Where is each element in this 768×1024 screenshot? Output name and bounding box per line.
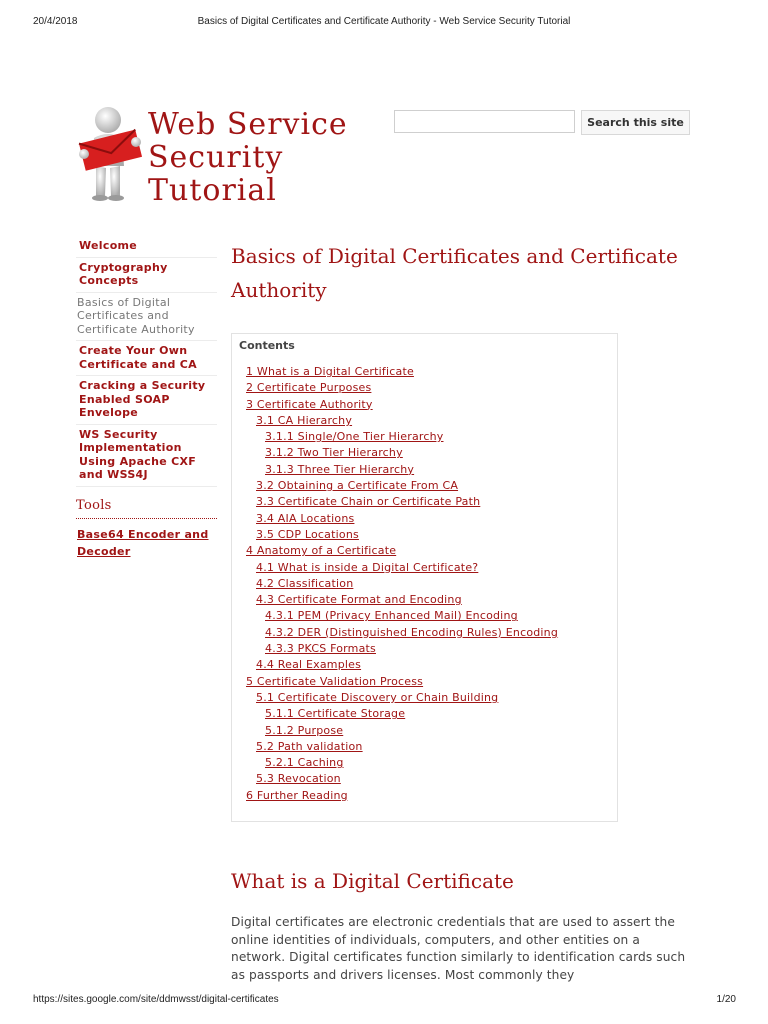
toc-link[interactable] — [232, 755, 617, 771]
toc-link-label: 4.2 Classification — [256, 576, 354, 590]
toc-link[interactable] — [232, 445, 617, 461]
toc-link[interactable] — [232, 494, 617, 510]
page-title: Basics of Digital Certificates and Certificate Authority — [231, 244, 678, 302]
toc-link-label: 5.1.2 Purpose — [265, 723, 344, 737]
tools-heading: Tools — [76, 498, 217, 519]
toc-link-label: 3.4 AIA Locations — [256, 511, 355, 525]
search-button[interactable]: Search this site — [581, 110, 690, 135]
toc-link[interactable] — [232, 413, 617, 429]
toc-link-label: 3.1 CA Hierarchy — [256, 413, 353, 427]
toc-link[interactable] — [232, 592, 617, 608]
toc-link[interactable] — [232, 771, 617, 787]
sidebar-item-cracking-soap-envelope[interactable]: Cracking a Security Enabled SOAP Envelope — [76, 376, 217, 425]
toc-link-label: 4.4 Real Examples — [256, 658, 362, 672]
toc-link-label: 3.5 CDP Locations — [256, 527, 359, 541]
toc-title: Contents — [239, 339, 295, 352]
site-title-line: Tutorial — [148, 173, 277, 208]
toc-link[interactable] — [232, 560, 617, 576]
sidebar-item-ws-security-implementation[interactable]: WS Security Implementation Using Apache CXF and WSS4J — [76, 425, 217, 487]
toc-link[interactable] — [232, 527, 617, 543]
toc-link[interactable] — [232, 674, 617, 690]
toc-link-label: 3 Certificate Authority — [246, 397, 373, 411]
toc-link-label: 5.2 Path validation — [256, 739, 363, 753]
toc-link-label: 5.1.1 Certificate Storage — [265, 707, 406, 721]
toc-link[interactable] — [232, 657, 617, 673]
toc-link-label: 4.3.3 PKCS Formats — [265, 642, 376, 656]
toc-link[interactable] — [232, 397, 617, 413]
site-title[interactable] — [148, 108, 388, 207]
toc-link[interactable] — [232, 723, 617, 739]
section-heading: What is a Digital Certificate — [231, 869, 514, 893]
sidebar-item-basics-of-digital-certificates[interactable]: Basics of Digital Certificates and Certificate Authority — [76, 293, 217, 342]
toc-link-label: 4.3.1 PEM (Privacy Enhanced Mail) Encoding — [265, 609, 518, 623]
toc-link[interactable] — [232, 706, 617, 722]
body-paragraph: Digital certificates are electronic credentials that are used to assert the online identities of individuals, computers, and other entities on a network. Digital certificates function similarly to identification cards such as passports and drivers licenses. Most commonly they — [231, 915, 686, 982]
person-holding-envelope-icon[interactable] — [78, 104, 144, 204]
toc-link[interactable] — [232, 511, 617, 527]
print-page-number: 1/20 — [716, 994, 736, 1005]
sidebar-nav — [76, 236, 217, 487]
toc-link-label: 5 Certificate Validation Process — [246, 674, 424, 688]
toc-link[interactable] — [232, 429, 617, 445]
toc-link[interactable] — [232, 788, 617, 804]
toc-link[interactable] — [232, 543, 617, 559]
table-of-contents — [231, 333, 618, 822]
toc-link-label: 3.1.3 Three Tier Hierarchy — [265, 462, 415, 476]
toc-link-label: 4.3.2 DER (Distinguished Encoding Rules) Encoding — [265, 625, 559, 639]
base64-encoder-link[interactable]: Base64 Encoder and Decoder — [77, 528, 209, 558]
sidebar-item-create-your-own-certificate[interactable]: Create Your Own Certificate and CA — [76, 341, 217, 376]
toc-link-label: 3.1.1 Single/One Tier Hierarchy — [265, 430, 444, 444]
sidebar-item-cryptography-concepts[interactable]: Cryptography Concepts — [76, 258, 217, 293]
toc-link[interactable] — [232, 739, 617, 755]
toc-link-label: 6 Further Reading — [246, 788, 348, 802]
toc-link-label: 5.1 Certificate Discovery or Chain Building — [256, 690, 499, 704]
print-url: https://sites.google.com/site/ddmwsst/digital-certificates — [33, 994, 279, 1005]
toc-link-label: 4.3 Certificate Format and Encoding — [256, 593, 462, 607]
site-title-line: Security — [148, 140, 284, 175]
toc-link[interactable] — [232, 380, 617, 396]
print-header — [0, 16, 768, 30]
toc-list — [232, 364, 617, 804]
site-title-line: Web Service — [148, 107, 348, 142]
toc-link-label: 4.1 What is inside a Digital Certificate? — [256, 560, 479, 574]
toc-link-label: 1 What is a Digital Certificate — [246, 365, 414, 378]
toc-link[interactable] — [232, 364, 617, 380]
toc-link[interactable] — [232, 641, 617, 657]
toc-link[interactable] — [232, 625, 617, 641]
toc-link-label: 5.2.1 Caching — [265, 756, 344, 770]
toc-link-label: 3.2 Obtaining a Certificate From CA — [256, 479, 459, 493]
toc-link[interactable] — [232, 576, 617, 592]
toc-link-label: 5.3 Revocation — [256, 772, 341, 786]
toc-link[interactable] — [232, 690, 617, 706]
print-footer — [0, 994, 768, 1008]
print-date: 20/4/2018 — [33, 16, 78, 27]
toc-link[interactable] — [232, 608, 617, 624]
print-page-title: Basics of Digital Certificates and Certificate Authority - Web Service Security Tutorial — [197, 16, 571, 27]
toc-link[interactable] — [232, 462, 617, 478]
toc-link-label: 3.3 Certificate Chain or Certificate Path — [256, 495, 481, 509]
toc-link-label: 4 Anatomy of a Certificate — [246, 544, 397, 558]
toc-link[interactable] — [232, 478, 617, 494]
search-input[interactable] — [394, 110, 575, 133]
sidebar-item-welcome[interactable]: Welcome — [76, 236, 217, 258]
toc-link-label: 3.1.2 Two Tier Hierarchy — [265, 446, 403, 460]
toc-link-label: 2 Certificate Purposes — [246, 381, 372, 395]
